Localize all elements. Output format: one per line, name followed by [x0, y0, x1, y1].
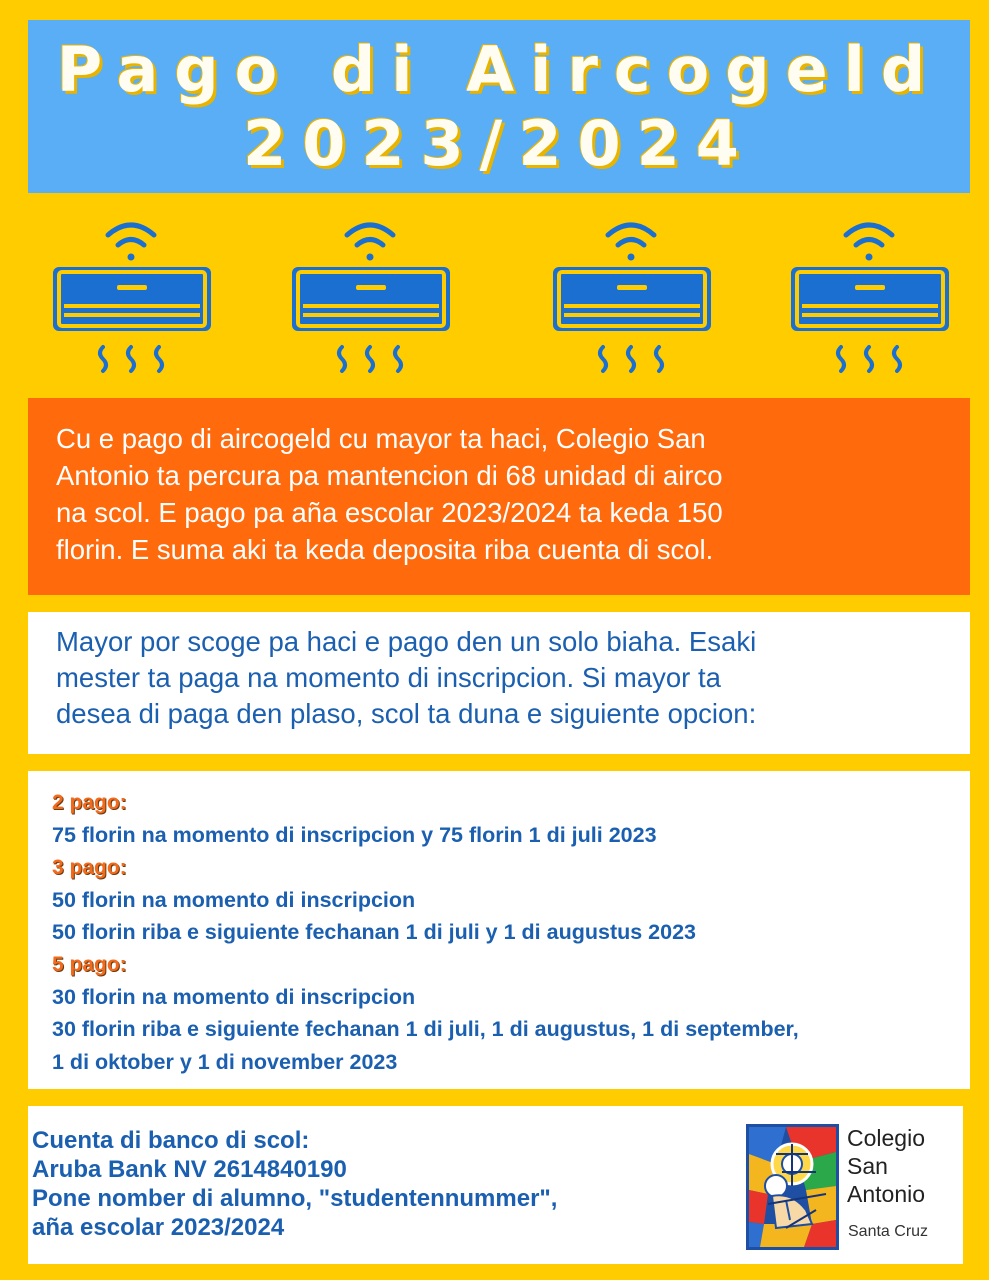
air-conditioner-row	[0, 205, 989, 385]
page-title: Pago di Aircogeld	[56, 32, 942, 106]
school-location: Santa Cruz	[848, 1223, 929, 1240]
air-conditioner-icon	[46, 205, 216, 385]
info-line: Mayor por scoge pa haci e pago den un solo biaha. Esaki	[56, 626, 757, 657]
bank-line: Pone nomber di alumno, "studentennummer",	[32, 1185, 558, 1212]
school-name-line: San	[847, 1153, 888, 1179]
option-heading-3: 3 pago:	[52, 855, 127, 879]
option-heading-5: 5 pago:	[52, 952, 127, 976]
air-conditioner-icon	[784, 205, 954, 385]
intro-panel	[28, 398, 970, 595]
option-heading-2: 2 pago:	[52, 791, 127, 814]
payment-options-panel	[28, 771, 970, 1089]
bank-line: Cuenta di banco di scol:	[32, 1127, 310, 1154]
intro-text	[56, 420, 942, 568]
info-panel	[28, 612, 970, 754]
bank-line: aña escolar 2023/2024	[32, 1214, 285, 1241]
air-conditioner-icon	[285, 205, 455, 385]
bank-info	[32, 1126, 557, 1242]
option-line: 50 florin riba e siguiente fechanan 1 di juli y 1 di augustus 2023	[52, 920, 696, 944]
bank-panel	[28, 1106, 963, 1264]
info-text	[56, 624, 942, 732]
info-line: mester ta paga na momento di inscripcion. Si mayor ta	[56, 662, 721, 693]
school-name-line: Antonio	[847, 1181, 926, 1207]
intro-line: Cu e pago di aircogeld cu mayor ta haci, Colegio San	[56, 423, 706, 454]
option-line: 1 di oktober y 1 di november 2023	[52, 1049, 398, 1074]
title-banner	[28, 20, 970, 193]
option-line: 50 florin na momento di inscripcion	[52, 887, 416, 912]
option-line: 30 florin riba e siguiente fechanan 1 di juli, 1 di augustus, 1 di september,	[52, 1017, 799, 1041]
air-conditioner-icon	[546, 205, 716, 385]
info-line: desea di paga den plaso, scol ta duna e siguiente opcion:	[56, 698, 757, 729]
intro-line: Antonio ta percura pa mantencion di 68 unidad di airco	[56, 460, 723, 491]
option-line: 75 florin na momento di inscripcion y 75 florin 1 di juli 2023	[52, 823, 657, 847]
page-title-year: 2023/2024	[243, 106, 755, 180]
bank-line: Aruba Bank NV 2614840190	[32, 1156, 347, 1183]
option-line: 30 florin na momento di inscripcion	[52, 984, 416, 1009]
intro-line: florin. E suma aki ta keda deposita riba cuenta di scol.	[56, 534, 714, 565]
intro-line: na scol. E pago pa aña escolar 2023/2024 ta keda 150	[56, 497, 723, 528]
school-logo-icon	[746, 1124, 839, 1250]
school-name	[847, 1124, 925, 1208]
school-name-line: Colegio	[847, 1125, 925, 1151]
